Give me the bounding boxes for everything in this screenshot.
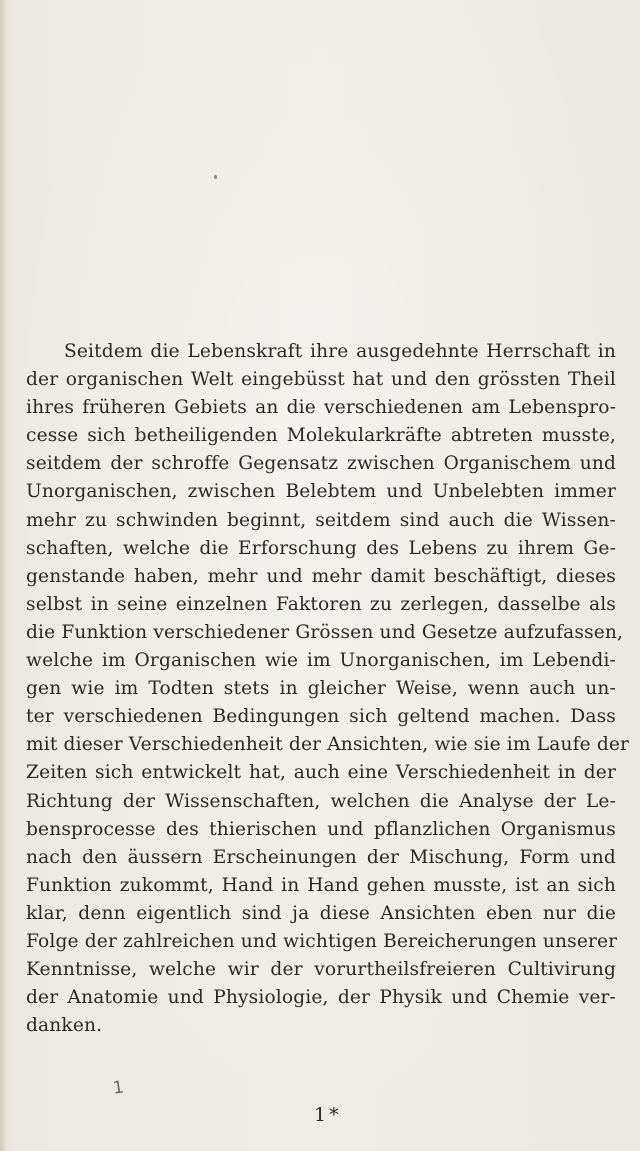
handwritten-page-mark: 1 — [111, 1077, 126, 1099]
text-line: welche im Organischen wie im Unorganischen, im Lebendi- — [26, 650, 616, 672]
text-line: cesse sich betheiligenden Molekularkräfte abtreten musste, — [26, 425, 616, 447]
text-line: klar, denn eigentlich sind ja diese Ansichten eben nur die — [26, 902, 616, 924]
text-line: Unorganischen, zwischen Belebtem und Unbelebten immer — [26, 481, 616, 503]
text-line: mit dieser Verschiedenheit der Ansichten, wie sie im Laufe der — [26, 734, 630, 756]
text-line: schaften, welche die Erforschung des Lebens zu ihrem Ge- — [26, 537, 616, 559]
text-line: Zeiten sich entwickelt hat, auch eine Verschiedenheit in der — [26, 762, 616, 784]
text-line: ter verschiedenen Bedingungen sich geltend machen. Dass — [26, 706, 616, 728]
text-line: bensprocesse des thierischen und pflanzlichen Organismus — [26, 818, 616, 840]
text-line: ihres früheren Gebiets an die verschiedenen am Lebenspro- — [26, 397, 616, 419]
text-line: danken. — [26, 1015, 103, 1037]
page-number: 1* — [314, 1104, 342, 1126]
text-line: Seitdem die Lebenskraft ihre ausgedehnte Herrschaft in — [64, 341, 616, 362]
text-line: Kenntnisse, welche wir der vorurtheilsfreieren Cultivirung — [26, 959, 616, 981]
text-line: selbst in seine einzelnen Faktoren zu zerlegen, dasselbe als — [26, 593, 616, 615]
text-line: der Anatomie und Physiologie, der Physik und Chemie ver- — [26, 987, 616, 1009]
text-line: nach den äussern Erscheinungen der Mischung, Form und — [26, 846, 616, 868]
text-line: der organischen Welt eingebüsst hat und den grössten Theil — [26, 369, 616, 391]
text-line: genstande haben, mehr und mehr damit beschäftigt, dieses — [26, 565, 616, 587]
text-line: Richtung der Wissenschaften, welchen die Analyse der Le- — [26, 790, 616, 812]
ink-speck — [214, 175, 217, 179]
text-line: Funktion zukommt, Hand in Hand gehen musste, ist an sich — [26, 874, 616, 896]
text-line: seitdem der schroffe Gegensatz zwischen Organischem und — [26, 453, 616, 475]
page-gutter-shadow — [0, 0, 6, 1151]
text-line: mehr zu schwinden beginnt, seitdem sind auch die Wissen- — [26, 509, 616, 531]
text-line: gen wie im Todten stets in gleicher Weise, wenn auch un- — [26, 678, 616, 700]
body-paragraph — [26, 338, 630, 1040]
text-line: Folge der zahlreichen und wichtigen Bereicherungen unserer — [26, 930, 618, 952]
text-line: die Funktion verschiedener Grössen und Gesetze aufzufassen, — [26, 621, 624, 643]
